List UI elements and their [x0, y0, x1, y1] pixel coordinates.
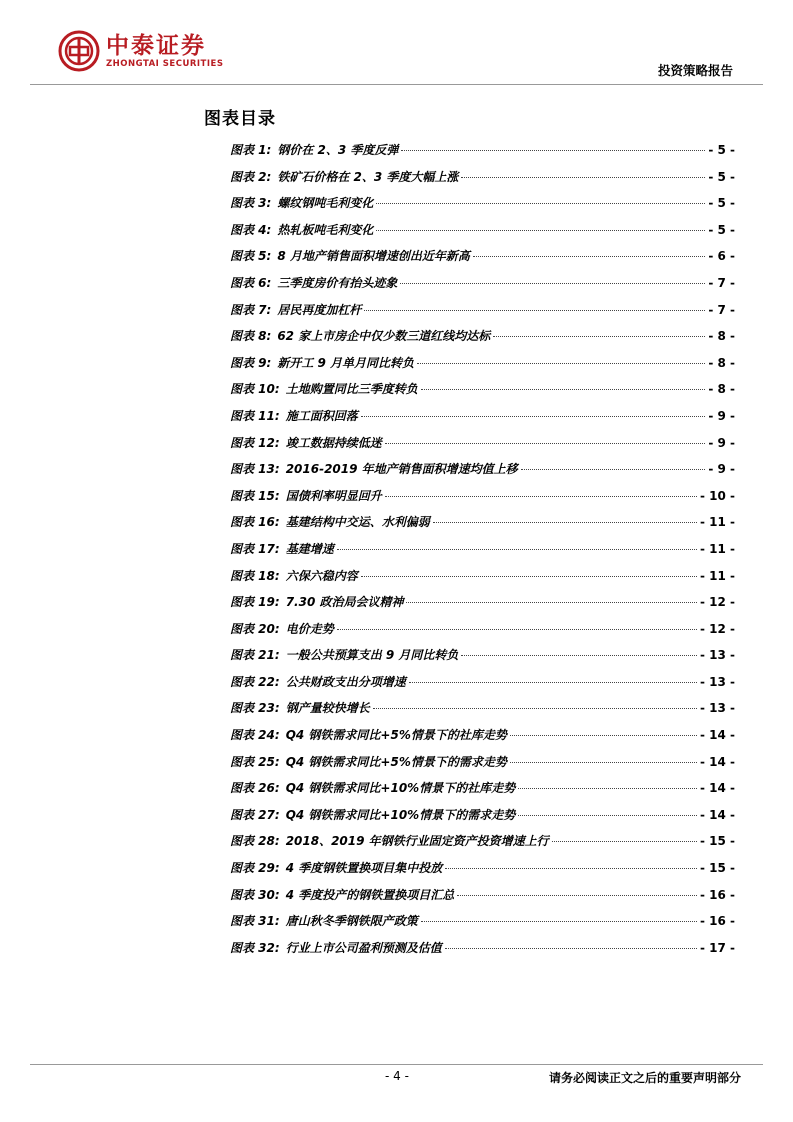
toc-entry-title: 唐山秋冬季钢铁限产政策 [285, 914, 418, 929]
toc-dot-leader [457, 895, 697, 896]
toc-dot-leader [421, 921, 697, 922]
toc-entry-number: 图表 28: [230, 834, 280, 849]
toc-entry-page: - 13 - [699, 701, 735, 716]
toc-dot-leader [421, 389, 706, 390]
toc-entry-title: 铁矿石价格在 2、3 季度大幅上涨 [277, 169, 459, 184]
toc-dot-leader [461, 177, 705, 178]
toc-entry[interactable] [230, 886, 735, 913]
toc-dot-leader [361, 576, 697, 577]
toc-entry-title: 一般公共预算支出 9 月同比转负 [285, 648, 459, 663]
toc-dot-leader [473, 256, 705, 257]
toc-entry-number: 图表 31: [230, 914, 280, 929]
toc-entry-number: 图表 26: [230, 781, 280, 796]
toc-entry-number: 图表 17: [230, 541, 280, 556]
toc-entry-page: - 6 - [708, 249, 735, 264]
toc-entry-number: 图表 29: [230, 861, 280, 876]
toc-entry-title: 三季度房价有抬头迹象 [277, 275, 398, 290]
toc-dot-leader [521, 469, 706, 470]
toc-entry-number: 图表 20: [230, 621, 280, 636]
toc-entry[interactable] [230, 939, 735, 966]
toc-entry-page: - 5 - [708, 143, 735, 157]
toc-entry[interactable] [230, 593, 735, 620]
toc-entry[interactable] [230, 859, 735, 886]
toc-entry-page: - 5 - [708, 169, 735, 184]
toc-dot-leader [510, 762, 697, 763]
toc-entry-page: - 8 - [708, 329, 735, 344]
toc-entry[interactable] [230, 247, 735, 274]
toc-entry[interactable] [230, 221, 735, 248]
toc-entry[interactable] [230, 168, 735, 195]
toc-entry-number: 图表 11: [230, 408, 280, 423]
toc-entry-page: - 13 - [699, 648, 735, 663]
toc-dot-leader [364, 310, 705, 311]
toc-entry[interactable] [230, 832, 735, 859]
toc-entry-title: 新开工 9 月单月同比转负 [277, 355, 415, 370]
toc-dot-leader [337, 629, 697, 630]
zhongtai-logo-icon [58, 30, 100, 72]
footer-divider [30, 1064, 763, 1065]
toc-entry-number: 图表 10: [230, 382, 280, 397]
toc-entry-number: 图表 27: [230, 807, 280, 822]
toc-entry-title: 62 家上市房企中仅少数三道红线均达标 [277, 329, 491, 344]
toc-entry-number: 图表 5: [230, 249, 272, 264]
toc-entry[interactable] [230, 194, 735, 221]
toc-entry-page: - 12 - [699, 595, 735, 610]
toc-entry-title: Q4 钢铁需求同比+5%情景下的社库走势 [285, 728, 507, 743]
toc-entry-title: 钢产量较快增长 [285, 701, 370, 716]
toc-entry-number: 图表 25: [230, 754, 280, 769]
toc-dot-leader [417, 363, 705, 364]
toc-dot-leader [552, 841, 697, 842]
toc-dot-leader [385, 443, 706, 444]
toc-entry[interactable] [230, 407, 735, 434]
toc-entry-title: 2018、2019 年钢铁行业固定资产投资增速上行 [285, 834, 549, 849]
toc-dot-leader [376, 203, 705, 204]
toc-entry-page: - 5 - [708, 196, 735, 211]
toc-dot-leader [510, 735, 697, 736]
toc-entry-title: 国债利率明显回升 [285, 488, 382, 503]
toc-entry[interactable] [230, 540, 735, 567]
toc-entry-number: 图表 9: [230, 355, 272, 370]
toc-entry-title: Q4 钢铁需求同比+5%情景下的需求走势 [285, 754, 507, 769]
toc-entry[interactable] [230, 460, 735, 487]
toc-entry-title: 施工面积回落 [285, 408, 358, 423]
toc-dot-leader [337, 549, 697, 550]
toc-entry-number: 图表 22: [230, 674, 280, 689]
toc-entry-title: 4 季度投产的钢铁置换项目汇总 [285, 887, 455, 902]
toc-dot-leader [445, 868, 697, 869]
toc-entry-page: - 8 - [708, 355, 735, 370]
toc-dot-leader [400, 283, 705, 284]
toc-entry[interactable] [230, 726, 735, 753]
figure-table-of-contents [230, 141, 735, 965]
toc-dot-leader [518, 815, 697, 816]
logo-chinese-name: 中泰证券 [106, 32, 206, 59]
toc-entry-title: 热轧板吨毛利变化 [277, 222, 374, 237]
toc-entry-page: - 9 - [708, 408, 735, 423]
toc-dot-leader [373, 708, 697, 709]
toc-entry[interactable] [230, 513, 735, 540]
toc-entry-page: - 16 - [699, 887, 735, 902]
toc-entry-title: 钢价在 2、3 季度反弹 [277, 143, 399, 157]
toc-entry-number: 图表 18: [230, 568, 280, 583]
toc-dot-leader [401, 150, 705, 151]
toc-entry-number: 图表 19: [230, 595, 280, 610]
toc-entry[interactable] [230, 567, 735, 594]
toc-dot-leader [493, 336, 705, 337]
toc-entry[interactable] [230, 753, 735, 780]
toc-entry[interactable] [230, 620, 735, 647]
toc-entry-page: - 12 - [699, 621, 735, 636]
toc-dot-leader [409, 682, 697, 683]
toc-entry[interactable] [230, 141, 735, 168]
toc-entry-page: - 14 - [699, 728, 735, 743]
toc-entry-page: - 8 - [708, 382, 735, 397]
toc-entry-number: 图表 2: [230, 169, 272, 184]
toc-entry-page: - 17 - [699, 940, 735, 955]
toc-entry[interactable] [230, 912, 735, 939]
toc-entry[interactable] [230, 806, 735, 833]
toc-entry-page: - 13 - [699, 674, 735, 689]
toc-dot-leader [518, 788, 697, 789]
toc-entry-page: - 11 - [699, 568, 735, 583]
toc-entry-number: 图表 3: [230, 196, 272, 211]
company-logo [58, 30, 223, 72]
toc-entry-number: 图表 16: [230, 515, 280, 530]
toc-entry-page: - 14 - [699, 781, 735, 796]
page-header [0, 0, 793, 90]
toc-entry[interactable] [230, 380, 735, 407]
toc-entry-page: - 10 - [699, 488, 735, 503]
toc-entry[interactable] [230, 779, 735, 806]
toc-dot-leader [361, 416, 706, 417]
toc-dot-leader [376, 230, 705, 231]
toc-entry-number: 图表 30: [230, 887, 280, 902]
toc-entry[interactable] [230, 673, 735, 700]
toc-entry[interactable] [230, 354, 735, 381]
toc-entry-number: 图表 1: [230, 143, 272, 157]
toc-entry-number: 图表 32: [230, 940, 280, 955]
toc-entry-number: 图表 13: [230, 462, 280, 477]
toc-entry-page: - 15 - [699, 834, 735, 849]
toc-entry-page: - 14 - [699, 754, 735, 769]
toc-entry-title: Q4 钢铁需求同比+10%情景下的社库走势 [285, 781, 516, 796]
toc-dot-leader [406, 602, 697, 603]
toc-entry[interactable] [230, 487, 735, 514]
toc-entry-number: 图表 7: [230, 302, 272, 317]
toc-entry-page: - 7 - [708, 302, 735, 317]
toc-entry-title: 2016-2019 年地产销售面积增速均值上移 [285, 462, 518, 477]
toc-entry-title: 7.30 政治局会议精神 [285, 595, 404, 610]
toc-entry-title: 基建增速 [285, 541, 334, 556]
toc-entry[interactable] [230, 327, 735, 354]
toc-entry-title: 4 季度钢铁置换项目集中投放 [285, 861, 443, 876]
report-type: 投资策略报告 [657, 63, 733, 78]
toc-entry-number: 图表 24: [230, 728, 280, 743]
toc-entry-page: - 15 - [699, 861, 735, 876]
toc-entry-number: 图表 12: [230, 435, 280, 450]
toc-entry-page: - 9 - [708, 462, 735, 477]
toc-entry-number: 图表 6: [230, 275, 272, 290]
toc-entry-title: 基建结构中交运、水利偏弱 [285, 515, 430, 530]
disclaimer-note: 请务必阅读正文之后的重要声明部分 [548, 1071, 741, 1085]
toc-entry-page: - 5 - [708, 222, 735, 237]
toc-entry-number: 图表 23: [230, 701, 280, 716]
toc-entry-title: Q4 钢铁需求同比+10%情景下的需求走势 [285, 807, 516, 822]
toc-entry[interactable] [230, 699, 735, 726]
toc-entry-title: 居民再度加杠杆 [277, 302, 362, 317]
toc-entry-title: 竣工数据持续低迷 [285, 435, 382, 450]
toc-title: 图表目录 [204, 109, 276, 129]
toc-entry[interactable] [230, 646, 735, 673]
toc-entry-page: - 11 - [699, 515, 735, 530]
toc-dot-leader [433, 522, 697, 523]
toc-dot-leader [385, 496, 697, 497]
toc-entry[interactable] [230, 301, 735, 328]
toc-entry-title: 电价走势 [285, 621, 334, 636]
toc-entry-number: 图表 15: [230, 488, 280, 503]
toc-entry-title: 六保六稳内容 [285, 568, 358, 583]
page-number: - 4 - [385, 1069, 409, 1083]
logo-english-name: ZHONGTAI SECURITIES [106, 58, 224, 69]
toc-entry-number: 图表 8: [230, 329, 272, 344]
toc-entry-title: 8 月地产销售面积增速创出近年新高 [277, 249, 470, 264]
toc-entry-page: - 9 - [708, 435, 735, 450]
toc-entry-page: - 11 - [699, 541, 735, 556]
toc-entry-title: 公共财政支出分项增速 [285, 674, 406, 689]
toc-entry-title: 土地购置同比三季度转负 [285, 382, 418, 397]
toc-entry-page: - 7 - [708, 275, 735, 290]
header-divider [30, 84, 763, 85]
toc-entry[interactable] [230, 274, 735, 301]
toc-entry-page: - 16 - [699, 914, 735, 929]
toc-entry-title: 行业上市公司盈利预测及估值 [285, 940, 442, 955]
toc-entry-number: 图表 21: [230, 648, 280, 663]
toc-entry-title: 螺纹钢吨毛利变化 [277, 196, 374, 211]
toc-dot-leader [461, 655, 697, 656]
toc-entry-page: - 14 - [699, 807, 735, 822]
toc-entry[interactable] [230, 434, 735, 461]
toc-entry-number: 图表 4: [230, 222, 272, 237]
toc-dot-leader [445, 948, 697, 949]
